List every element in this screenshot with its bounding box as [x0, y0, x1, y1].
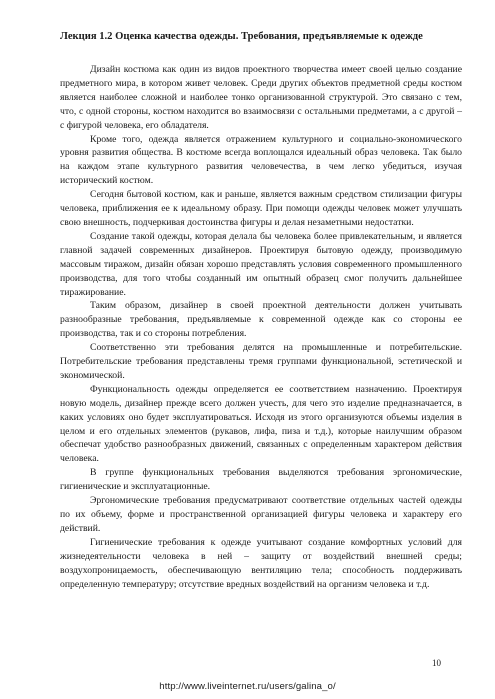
paragraph-4: Создание такой одежды, которая делала бы человека более привлекательным, и является главной задачей современных дизайнеров. Проектируя бытовую одежду, производимую массовым тиражом, дизайн обязан хорошо представлять условия современного промышленного производства, для того чтобы созданный им опытный образец смог получить дальнейшее тиражирование.: [60, 230, 462, 298]
paragraph-7: Функциональность одежды определяется ее соответствием назначению. Проектируя новую модель, дизайнер прежде всего должен учесть, для чего это изделие предназначается, в каких условиях оно будет эксплуатироваться. Исходя из этого организуются объемы изделия в целом и его отдельных элементов (рукавов, лифа, пиза и т.д.), которые наилучшим образом обеспечат удобство разнообразных движений, связанных с определенным характером действия человека.: [60, 383, 462, 465]
lecture-title: Лекция 1.2 Оценка качества одежды. Требования, предъявляемые к одежде: [60, 31, 423, 42]
paragraph-2: Кроме того, одежда является отражением культурного и социально-экономического уровня развития общества. В костюме всегда воплощался идеальный образ человека. Так было на каждом этапе культурного развития человечества, в чем легко убедиться, изучая исторический костюм.: [60, 133, 462, 187]
page-number: 10: [432, 658, 441, 668]
paragraph-5: Таким образом, дизайнер в своей проектной деятельности должен учитывать разнообразные требования, предъявляемые к современной одежде как со стороны ее производства, так и со стороны потребления.: [60, 300, 462, 340]
document-body: [60, 30, 462, 591]
paragraph-8: В группе функциональных требования выделяются требования эргономические, гигиенические и эксплуатационные.: [60, 467, 462, 493]
paragraph-6: Соответственно эти требования делятся на промышленные и потребительские. Потребительские требования представлены тремя группами функциональной, эстетической и экономической.: [60, 342, 462, 381]
paragraph-1: Дизайн костюма как один из видов проектного творчества имеет своей целью создание предметного мира, в котором живет человек. Среди других объектов предметной среды костюм является наиболее сложной и наиболее тонко организованной структурой. Это связано с тем, что, с одной стороны, костюм находится во взаимосвязи с остальными предметами, а с другой – с фигурой человека, его обладателя.: [60, 64, 462, 131]
paragraph-9: Эргономические требования предусматривают соответствие отдельных частей одежды по их объему, форме и пространственной организацией фигуры человека и характеру его действий.: [60, 495, 462, 534]
paragraph-10: Гигиенические требования к одежде учитывают создание комфортных условий для жизнедеятельности человека в ней – защиту от воздействий внешней среды; воздухопроницаемость, обеспечивающую вентиляцию тела; способность поддерживать определенную температуру; отсутствие вредных воздействий на организм человека и т.д.: [60, 536, 462, 590]
paragraph-3: Сегодня бытовой костюм, как и раньше, является важным средством стилизации фигуры человека, приближения ее к идеальному образу. При помощи одежды человек может улучшать свою внешность, подчеркивая достоинства фигуры и делая незаметными недостатки.: [60, 189, 462, 228]
source-url-watermark: http://www.liveinternet.ru/users/galina_o/: [159, 681, 336, 692]
